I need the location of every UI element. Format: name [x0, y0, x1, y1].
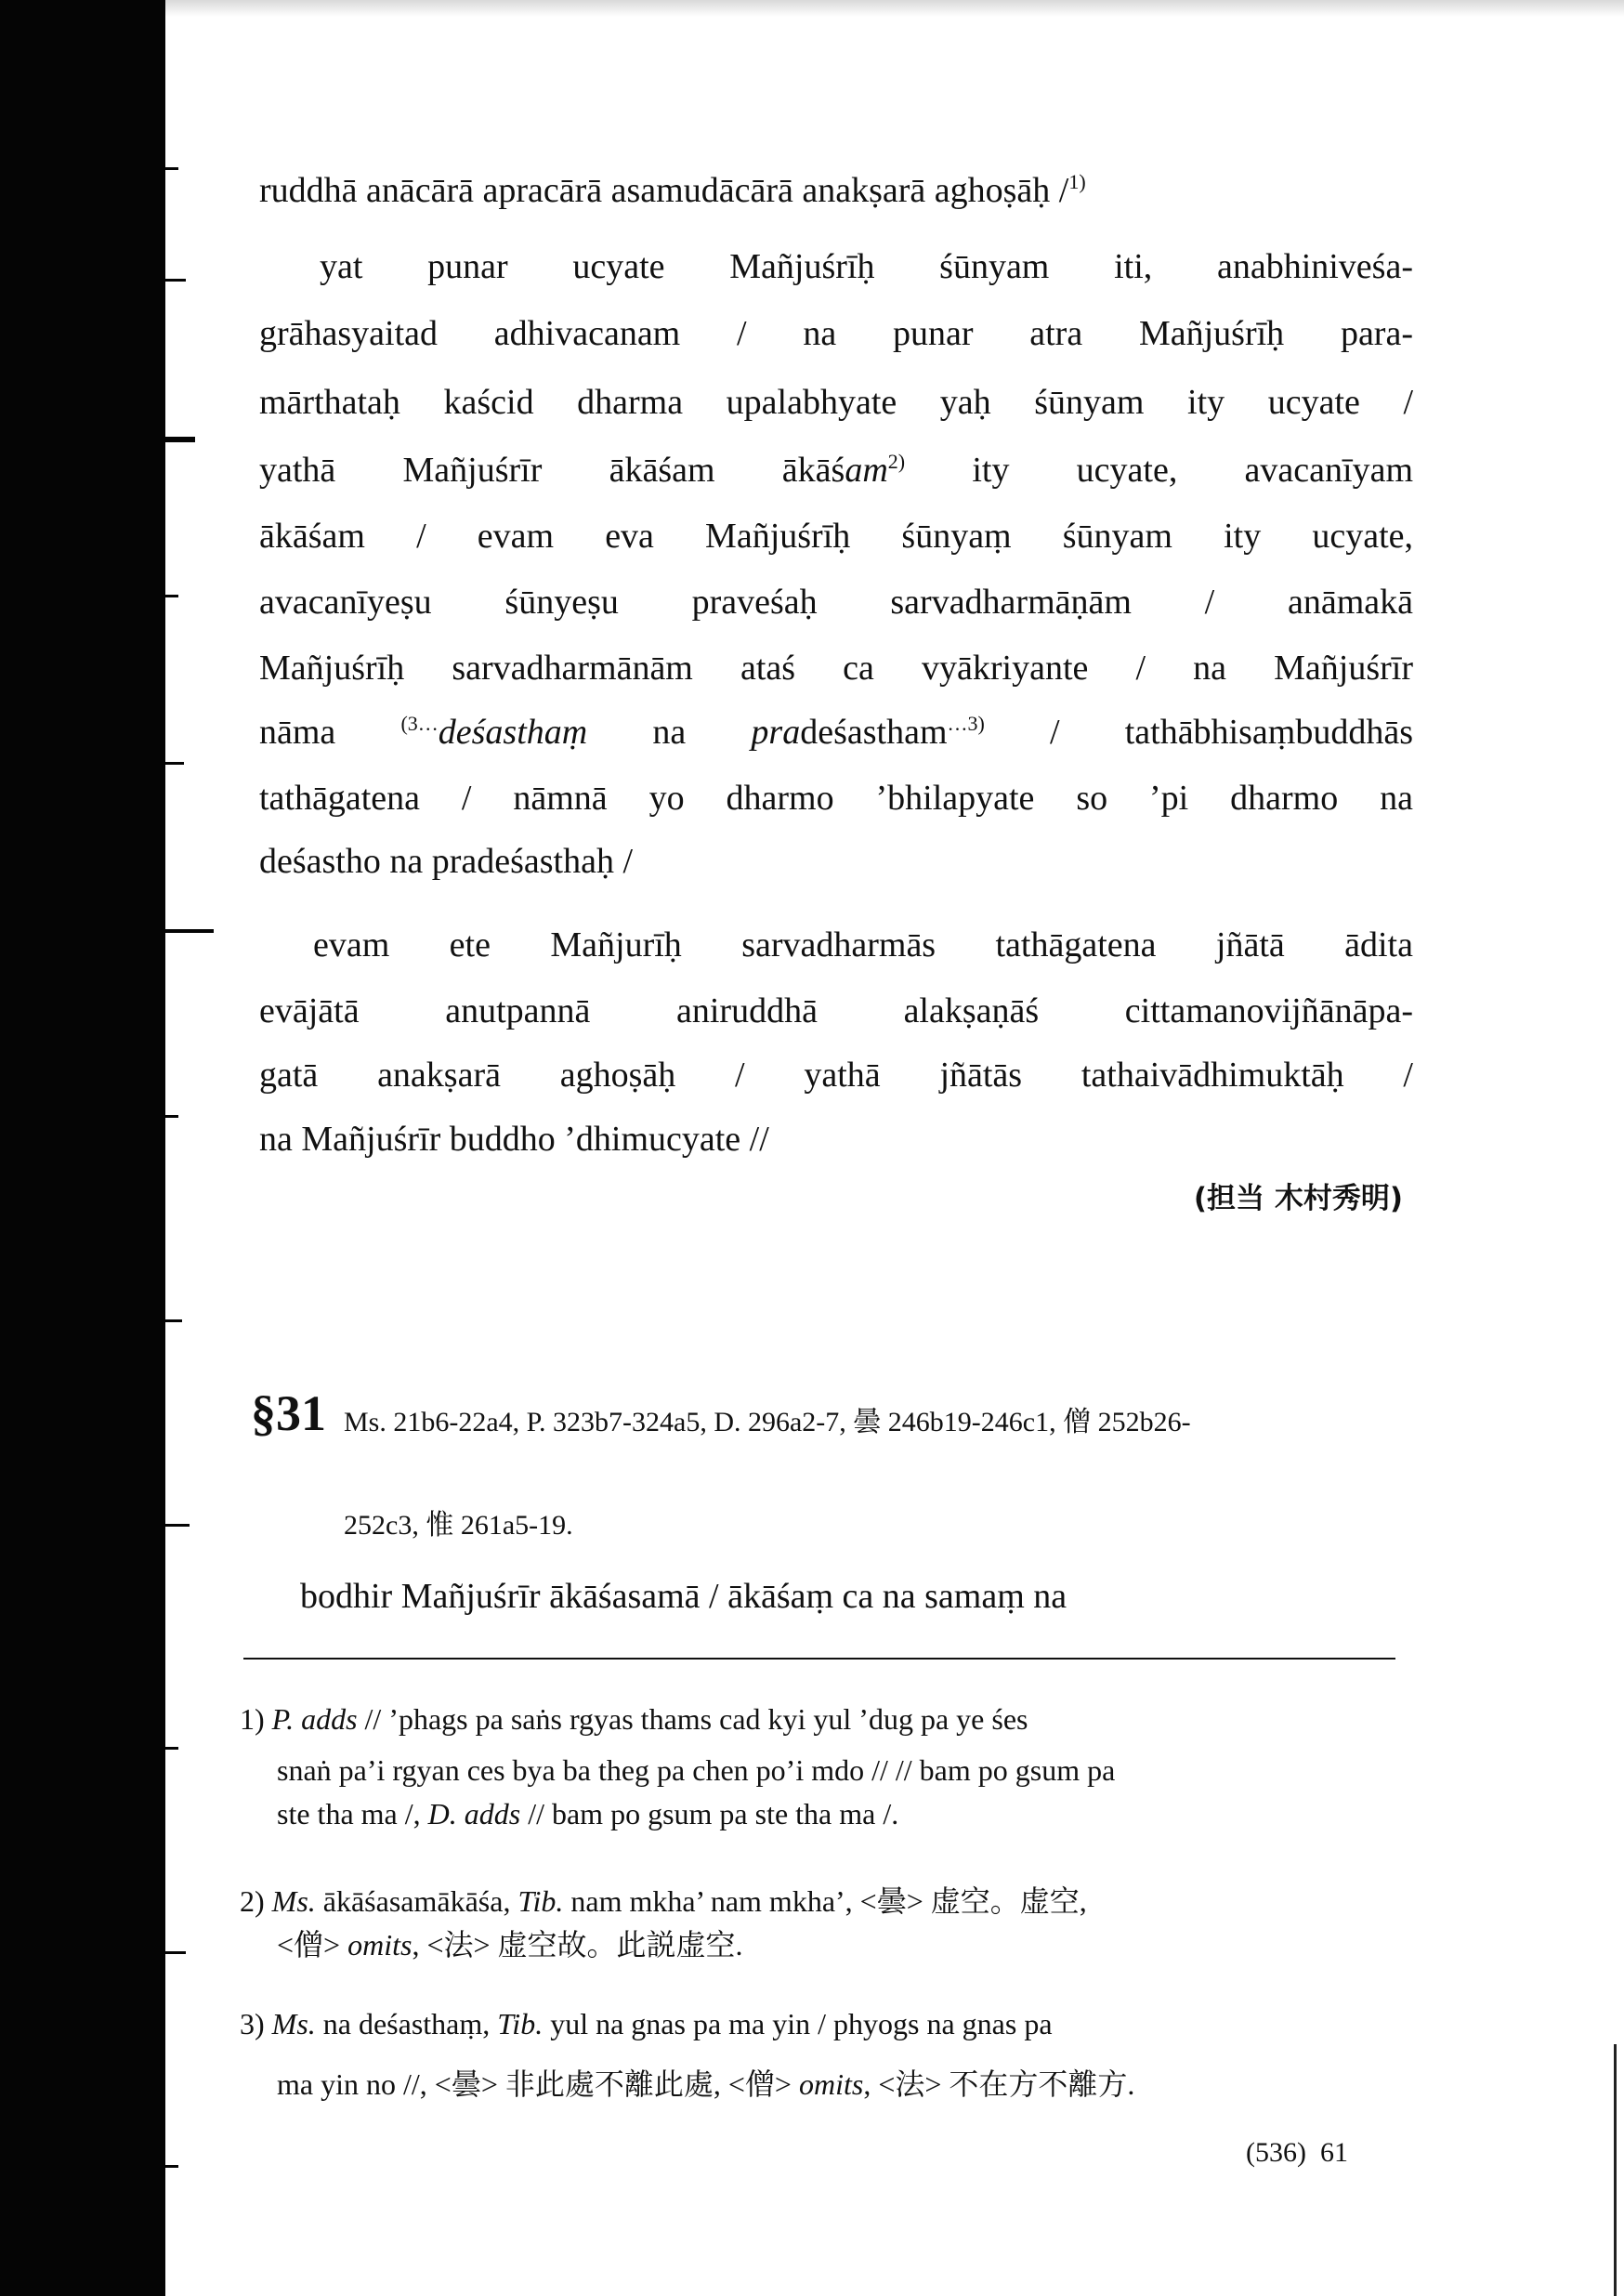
text: <僧> [277, 1928, 348, 1961]
section-text: bodhir Mañjuśrīr ākāśasamā / ākāśaṃ ca na samaṃ na [300, 1577, 1067, 1616]
italic-text: Tib. [517, 1884, 564, 1918]
text-line: avacanīyeṣu śūnyeṣu praveśaḥ sarvadharmāṇām / anāmakā [259, 583, 1413, 622]
text: ma yin no //, <曇> 非此處不離此處, <僧> [277, 2067, 799, 2101]
footnote-2-line [277, 1922, 743, 1964]
text-line: grāhasyaitad adhivacanam / na punar atra Mañjuśrīḥ para- [259, 314, 1413, 353]
text: // ’phags pa saṅs rgyas thams cad kyi yul ’dug pa ye śes [357, 1702, 1028, 1736]
text-line: na Mañjuśrīr buddho ’dhimucyate // [259, 1120, 769, 1159]
text-line [259, 170, 1413, 211]
page-number: (536) 61 [1246, 2137, 1348, 2168]
text-line [259, 712, 1413, 753]
text: yathā Mañjuśrīr ākāśam ākāś [259, 451, 845, 490]
section-number: §31 [251, 1385, 326, 1441]
scan-top-shade [149, 0, 1624, 17]
italic-text: P. adds [271, 1702, 358, 1736]
italic-text: am [845, 451, 888, 490]
scan-dark-edge [0, 0, 165, 2296]
italic-text: Ms. [271, 1884, 316, 1918]
text: // bam po gsum pa ste tha ma /. [520, 1797, 899, 1830]
text-line: tathāgatena / nāmnā yo dharmo ’bhilapyate so ’pi dharmo na [259, 779, 1413, 818]
footnote-number: 2) [240, 1884, 265, 1918]
text-line [259, 450, 1413, 491]
text: deśastham [800, 713, 948, 752]
text: ity ucyate, avacanīyam [905, 451, 1413, 490]
italic-text: omits [798, 2067, 864, 2101]
text: nāma [259, 713, 401, 752]
footnote-2 [240, 1878, 1087, 1921]
italic-text: D. adds [427, 1797, 521, 1830]
text: , <法> 不在方不離方. [863, 2067, 1135, 2101]
footnote-1 [240, 1702, 1028, 1737]
text: na deśasthaṃ, [315, 2007, 498, 2040]
text-line: mārthataḥ kaścid dharma upalabhyate yaḥ śūnyam ity ucyate / [259, 383, 1413, 422]
italic-text: Ms. [271, 2007, 316, 2040]
scan-edge-line [1614, 2044, 1617, 2296]
footnote-ref: 1) [1068, 170, 1086, 193]
text-line: deśastho na pradeśasthaḥ / [259, 842, 634, 881]
text: / tathābhisaṃbuddhās [984, 713, 1413, 752]
text: , <法> 虚空故。此説虚空. [412, 1928, 743, 1961]
section-references: 252c3, 惟 261a5-19. [344, 1510, 573, 1541]
text-line: evājātā anutpannā aniruddhā alakṣaṇāś cittamanovijñānāpa- [259, 991, 1413, 1030]
italic-text: deśasthaṃ [438, 713, 588, 752]
footnote-3 [240, 2007, 1053, 2041]
footnote-1-line: snaṅ pa’i rgyan ces bya ba theg pa chen po’i mdo // // bam po gsum pa [277, 1753, 1116, 1787]
text-line: yat punar ucyate Mañjuśrīḥ śūnyam iti, anabhiniveśa- [320, 247, 1413, 286]
footnote-3-line [277, 2061, 1134, 2104]
italic-text: Tib. [497, 2007, 544, 2040]
text: yul na gnas pa ma yin / phyogs na gnas pa [543, 2007, 1053, 2040]
text-line: ākāśam / evam eva Mañjuśrīḥ śūnyaṃ śūnyam ity ucyate, [259, 517, 1413, 556]
footnote-ref: …3) [947, 712, 985, 735]
section-references: Ms. 21b6-22a4, P. 323b7-324a5, D. 296a2-7, 曇 246b19-246c1, 僧 252b26- [344, 1407, 1191, 1437]
footnote-1-line [277, 1797, 898, 1831]
attribution: (担当 木村秀明) [1193, 1182, 1403, 1215]
text: na [587, 713, 752, 752]
text-line: Mañjuśrīḥ sarvadharmānām ataś ca vyākriyante / na Mañjuśrīr [259, 649, 1413, 688]
footnote-ref: (3… [400, 712, 439, 735]
italic-text: omits [347, 1928, 413, 1961]
footnote-ref: 2) [887, 450, 906, 473]
text: nam mkha’ nam mkha’, <曇> 虚空。虚空, [563, 1884, 1087, 1918]
footnote-number: 3) [240, 2007, 265, 2040]
text: ste tha ma /, [277, 1797, 428, 1830]
text: ākāśasamākāśa, [315, 1884, 518, 1918]
footnote-number: 1) [240, 1702, 265, 1736]
text: ruddhā anācārā apracārā asamudācārā anakṣarā aghoṣāḥ / [259, 171, 1069, 210]
text-line: gatā anakṣarā aghoṣāḥ / yathā jñātās tathaivādhimuktāḥ / [259, 1056, 1413, 1095]
footnote-divider [243, 1658, 1395, 1660]
text-line: evam ete Mañjurīḥ sarvadharmās tathāgatena jñātā ādita [313, 925, 1413, 964]
italic-text: pra [751, 713, 801, 752]
